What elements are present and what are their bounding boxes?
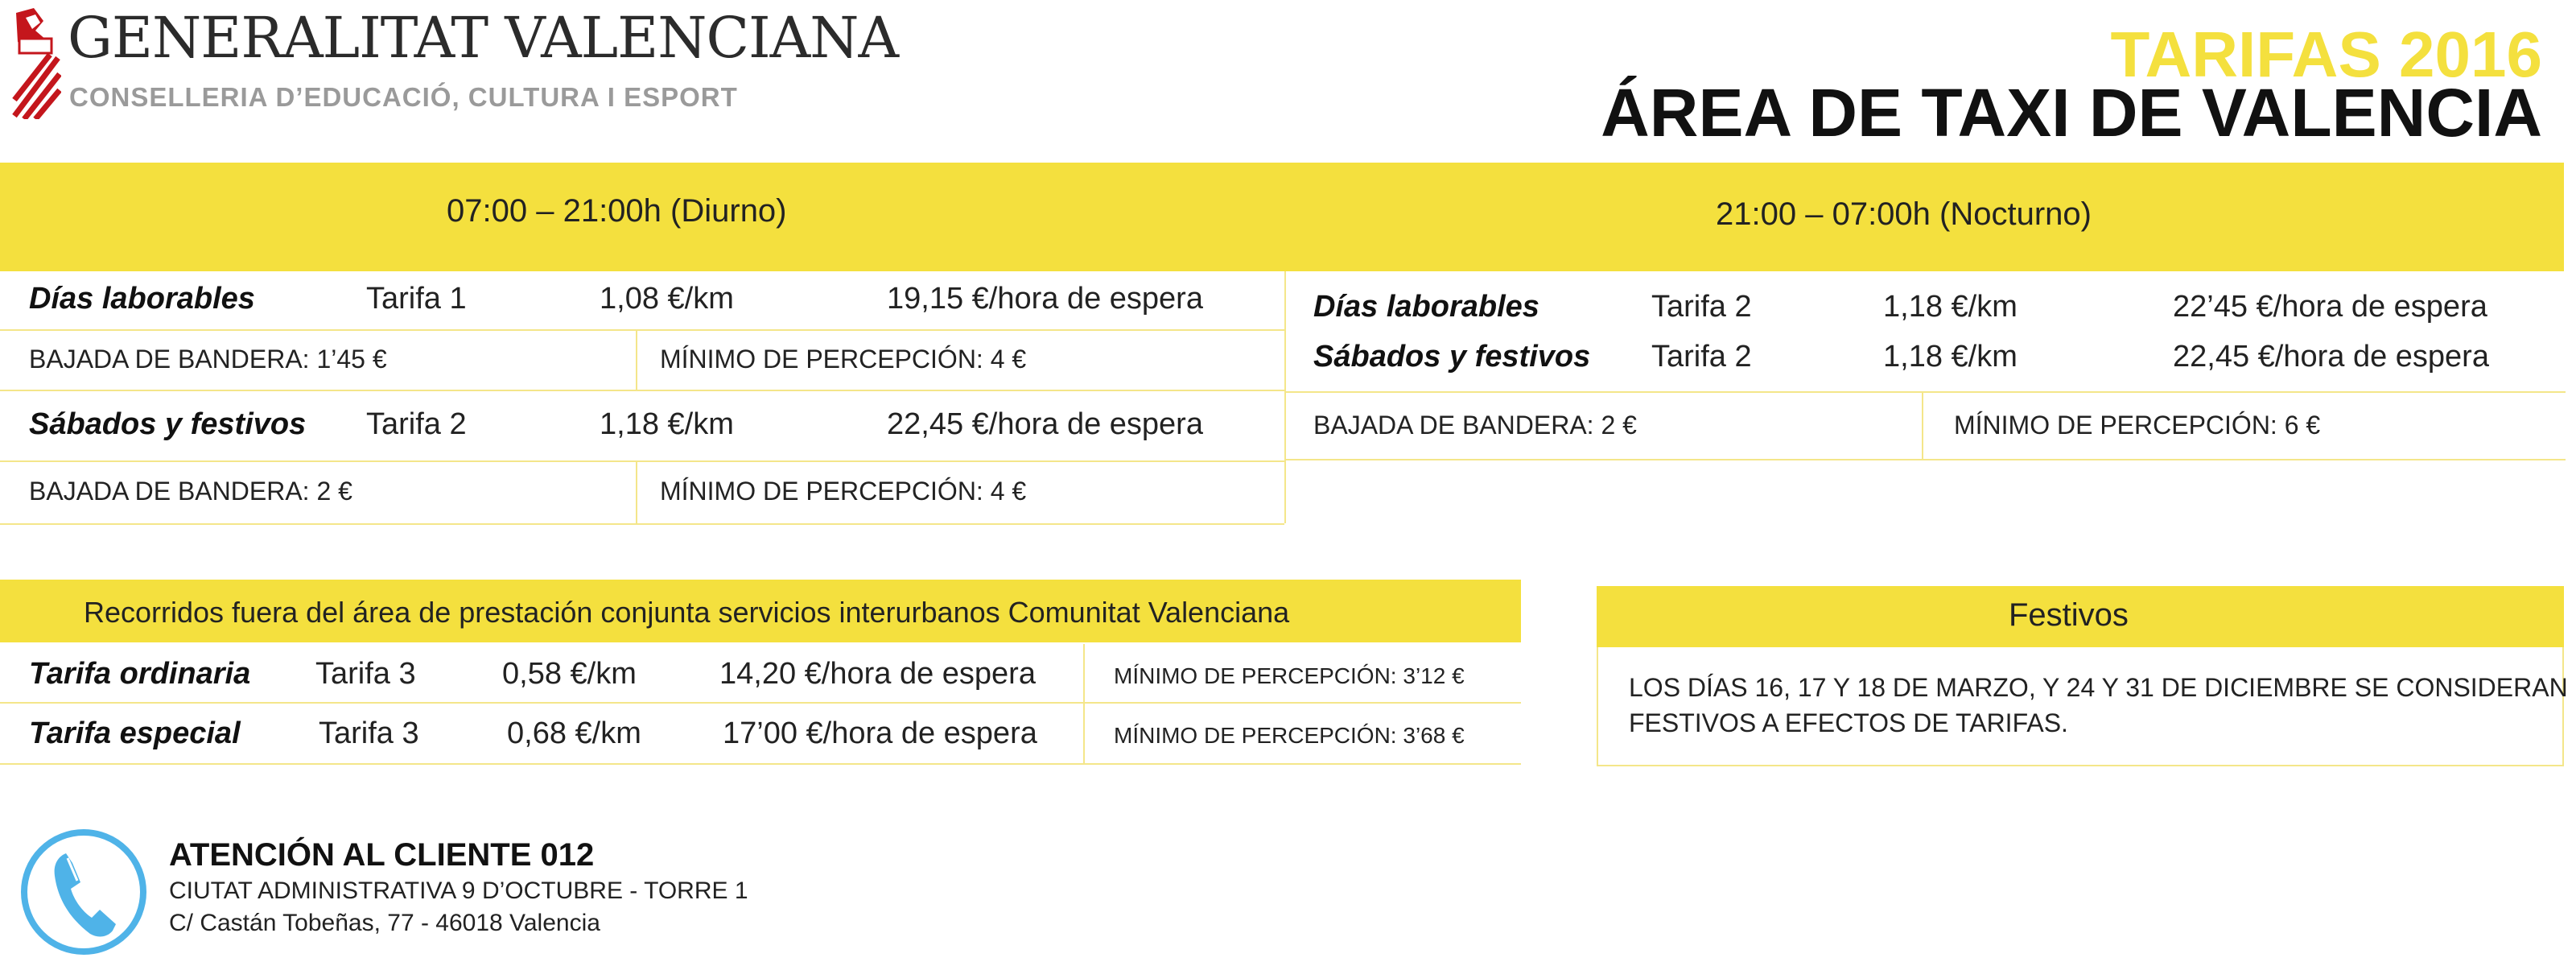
interurban-header: Recorridos fuera del área de prestación conjunta servicios interurbanos Comunitat Valenciana bbox=[84, 596, 1290, 629]
day-weekend-per-km: 1,18 €/km bbox=[600, 407, 734, 441]
day-weekday-minimo: MÍNIMO DE PERCEPCIÓN: 4 € bbox=[660, 345, 1027, 374]
night-weekend-per-km: 1,18 €/km bbox=[1883, 340, 2018, 374]
day-weekday-tariff: Tarifa 1 bbox=[366, 282, 467, 316]
night-weekend-tariff: Tarifa 2 bbox=[1651, 340, 1752, 374]
interurban-ordinaria-per-km: 0,58 €/km bbox=[502, 657, 637, 691]
day-weekday-bajada: BAJADA DE BANDERA: 1’45 € bbox=[29, 345, 387, 374]
night-weekend-per-hour: 22,45 €/hora de espera bbox=[2173, 340, 2489, 374]
interurban-ordinaria-minimo: MÍNIMO DE PERCEPCIÓN: 3’12 € bbox=[1114, 663, 1465, 688]
night-bajada: BAJADA DE BANDERA: 2 € bbox=[1313, 411, 1637, 440]
interurban-especial-per-km: 0,68 €/km bbox=[507, 716, 641, 750]
day-weekend-minimo: MÍNIMO DE PERCEPCIÓN: 4 € bbox=[660, 477, 1027, 506]
festivos-text-line1: LOS DÍAS 16, 17 Y 18 DE MARZO, Y 24 Y 31 DE DICIEMBRE SE CONSIDERAN bbox=[1629, 673, 2568, 702]
festivos-header: Festivos bbox=[2009, 597, 2129, 633]
day-weekday-label: Días laborables bbox=[29, 282, 255, 316]
interurban-ordinaria-tariff: Tarifa 3 bbox=[315, 657, 416, 691]
interurban-ordinaria-per-hour: 14,20 €/hora de espera bbox=[719, 657, 1036, 691]
contact-title: ATENCIÓN AL CLIENTE 012 bbox=[169, 837, 595, 873]
interurban-ordinaria-label: Tarifa ordinaria bbox=[29, 657, 251, 691]
night-weekend-label: Sábados y festivos bbox=[1313, 340, 1591, 374]
night-weekday-label: Días laborables bbox=[1313, 290, 1539, 324]
day-weekday-per-hour: 19,15 €/hora de espera bbox=[887, 282, 1203, 316]
night-weekday-per-hour: 22’45 €/hora de espera bbox=[2173, 290, 2487, 324]
phone-icon bbox=[18, 826, 150, 958]
title-year: TARIFAS 2016 bbox=[2110, 19, 2542, 90]
org-subtitle: CONSELLERIA D’EDUCACIÓ, CULTURA I ESPORT bbox=[69, 82, 738, 112]
day-weekend-tariff: Tarifa 2 bbox=[366, 407, 467, 441]
interurban-especial-label: Tarifa especial bbox=[29, 716, 241, 750]
day-weekday-per-km: 1,08 €/km bbox=[600, 282, 734, 316]
night-weekday-per-km: 1,18 €/km bbox=[1883, 290, 2018, 324]
schedule-header-band bbox=[0, 163, 2564, 271]
day-weekend-label: Sábados y festivos bbox=[29, 407, 307, 441]
night-schedule-header: 21:00 – 07:00h (Nocturno) bbox=[1716, 196, 2092, 232]
interurban-especial-minimo: MÍNIMO DE PERCEPCIÓN: 3’68 € bbox=[1114, 723, 1465, 748]
festivos-text-line2: FESTIVOS A EFECTOS DE TARIFAS. bbox=[1629, 708, 2068, 737]
interurban-especial-tariff: Tarifa 3 bbox=[319, 716, 419, 750]
night-weekday-tariff: Tarifa 2 bbox=[1651, 290, 1752, 324]
interurban-especial-per-hour: 17’00 €/hora de espera bbox=[723, 716, 1037, 750]
night-minimo: MÍNIMO DE PERCEPCIÓN: 6 € bbox=[1954, 411, 2321, 440]
contact-address-line2: C/ Castán Tobeñas, 77 - 46018 Valencia bbox=[169, 910, 600, 936]
org-name: GENERALITAT VALENCIANA bbox=[68, 5, 899, 71]
day-weekend-bajada: BAJADA DE BANDERA: 2 € bbox=[29, 477, 352, 506]
generalitat-logo-icon bbox=[11, 6, 61, 119]
festivos-box bbox=[1597, 647, 2564, 766]
contact-address-line1: CIUTAT ADMINISTRATIVA 9 D’OCTUBRE - TORRE 1 bbox=[169, 877, 748, 904]
day-weekend-per-hour: 22,45 €/hora de espera bbox=[887, 407, 1203, 441]
day-schedule-header: 07:00 – 21:00h (Diurno) bbox=[447, 193, 787, 229]
page-title: ÁREA DE TAXI DE VALENCIA bbox=[1601, 75, 2542, 151]
